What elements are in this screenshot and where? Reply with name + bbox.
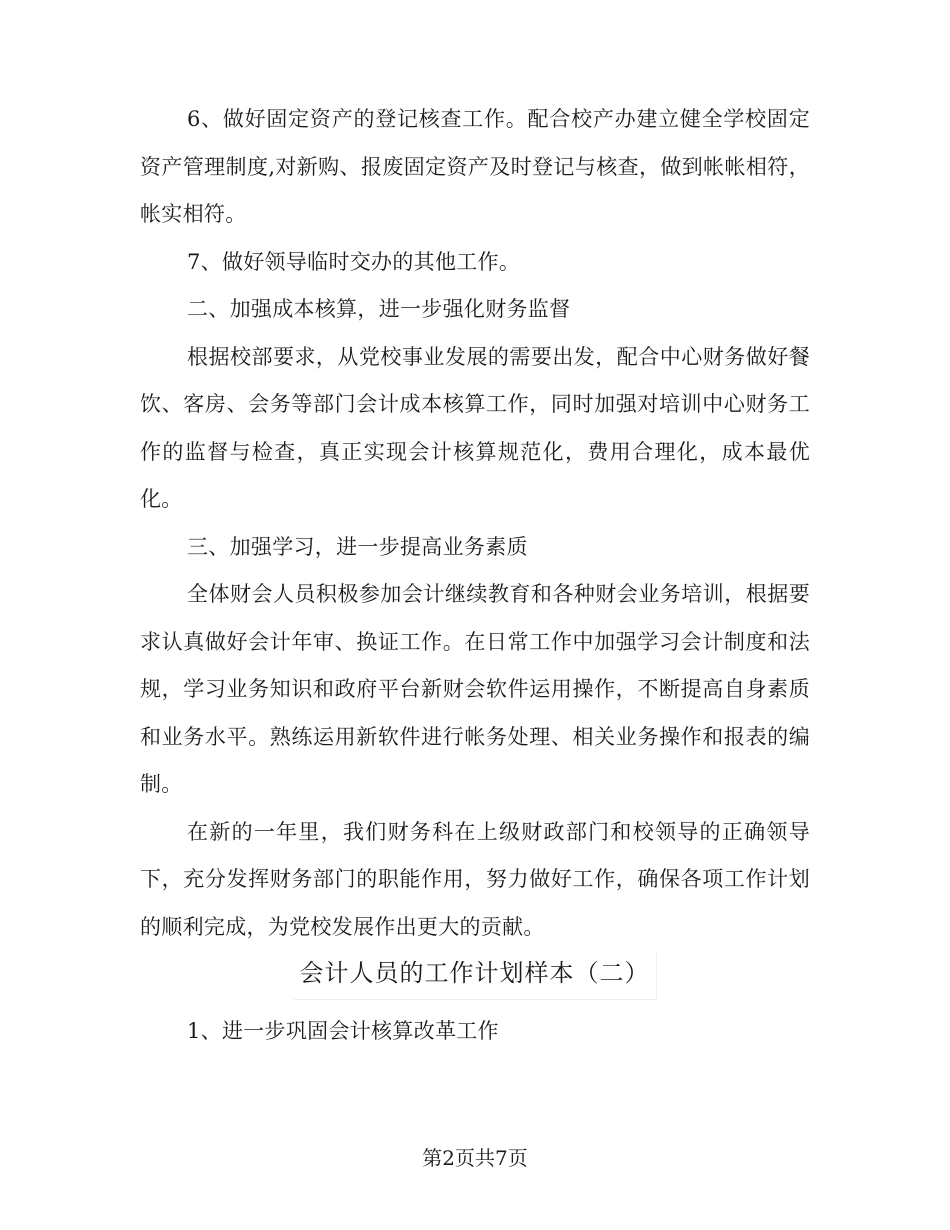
paragraph-other-tasks: 7、做好领导临时交办的其他工作。: [187, 249, 521, 274]
paragraph-conclusion: 在新的一年里，我们财务科在上级财政部门和校领导的正确领导下，充分发挥财务部门的职能作用，努力做好工作，确保各项工作计划的顺利完成，为党校发展作出更大的贡献。: [140, 819, 810, 939]
section-title-text: 会计人员的工作计划样本（二）: [294, 951, 657, 1000]
heading-cost-accounting: 二、加强成本核算，进一步强化财务监督: [187, 297, 571, 321]
section-title: [0, 951, 950, 1000]
paragraph-cost-accounting: 根据校部要求，从党校事业发展的需要出发，配合中心财务做好餐饮、客房、会务等部门会计成本核算工作，同时加强对培训中心财务工作的监督与检查，真正实现会计核算规范化，费用合理化，成本最优化。: [140, 344, 810, 511]
paragraph-fixed-assets: 6、做好固定资产的登记核查工作。配合校产办建立健全学校固定资产管理制度,对新购、报废固定资产及时登记与核查，做到帐帐相符，帐实相符。: [140, 107, 810, 226]
first-item-container: [140, 1008, 810, 1056]
paragraph-study: 全体财会人员积极参加会计继续教育和各种财会业务培训，根据要求认真做好会计年审、换证工作。在日常工作中加强学习会计制度和法规，学习业务知识和政府平台新财会软件运用操作，不断提高自身素质和业务水平。熟练运用新软件进行帐务处理、相关业务操作和报表的编制。: [140, 582, 810, 796]
page-footer: 第2页共7页: [422, 1146, 528, 1170]
heading-study: 三、加强学习，进一步提高业务素质: [187, 534, 528, 559]
document-body: [140, 96, 810, 951]
first-item: 1、进一步巩固会计核算改革工作: [187, 1019, 499, 1043]
